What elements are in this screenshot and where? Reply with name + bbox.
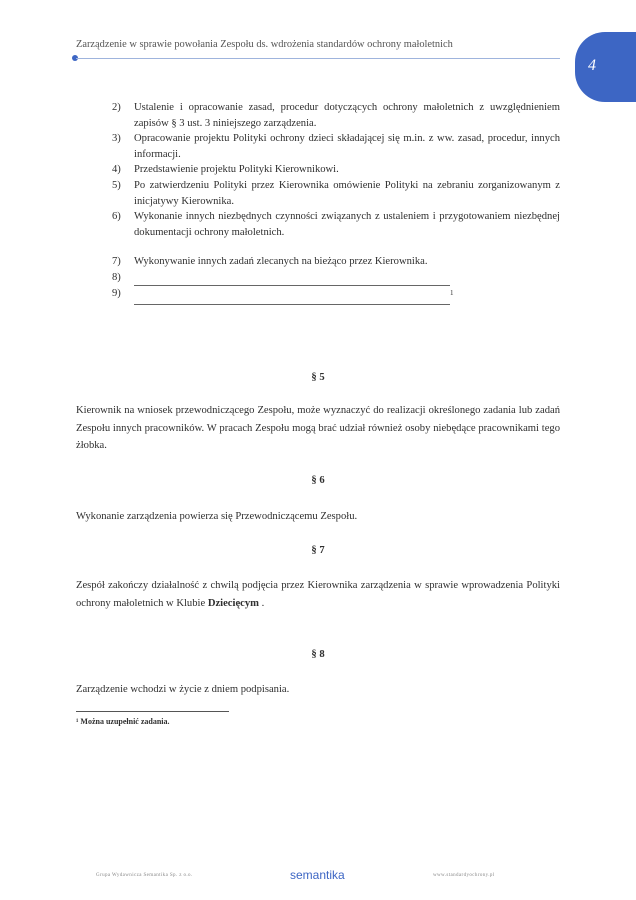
list-item-number: 6) [112, 211, 121, 223]
section-text [76, 577, 560, 612]
list-item-number: 3) [112, 133, 121, 145]
task-list [112, 100, 560, 305]
list-item [112, 100, 560, 131]
list-item-text: Ustalenie i opracowanie zasad, procedur dotyczących ochrony małoletnich z uwzględnieniem zapisów § 3 ust. 3 niniejszego zarządzenia. [134, 102, 560, 129]
list-item [112, 131, 560, 162]
footnote-divider [76, 711, 229, 712]
list-item-text: Przedstawienie projektu Polityki Kierownikowi. [134, 164, 339, 176]
section-text-end: . [258, 597, 265, 609]
footnote-ref: 1 [450, 288, 454, 297]
section-text: Kierownik na wniosek przewodniczącego Zespołu, może wyznaczyć do realizacji określonego zadania lub zadań Zespołu innych pracowników. W pracach Zespołu mogą brać udział również osoby niebędące pracownikami tego żłobka. [76, 405, 560, 451]
list-item [112, 286, 560, 305]
list-item-text: Wykonanie innych niezbędnych czynności związanych z ustaleniem i przygotowaniem niezbędnej dokumentacji ochrony małoletnich. [134, 211, 560, 238]
header-title: Zarządzenie w sprawie powołania Zespołu ds. wdrożenia standardów ochrony małoletnich [76, 39, 453, 50]
footer-logo: semantika [290, 868, 345, 882]
section-heading: § 8 [311, 649, 325, 660]
footer-publisher: Grupa Wydawnicza Semantika Sp. z o.o. [96, 873, 193, 878]
page-tab [575, 32, 636, 102]
list-item [112, 270, 560, 286]
blank-line [134, 294, 450, 305]
section-heading: § 7 [311, 545, 325, 556]
blank-line [134, 275, 450, 286]
list-item [112, 178, 560, 209]
list-item [112, 162, 560, 178]
list-item-number: 2) [112, 102, 121, 113]
list-item-number: 9) [112, 287, 121, 299]
list-item-number: 7) [112, 256, 121, 268]
section-text: Wykonanie zarządzenia powierza się Przewodniczącemu Zespołu. [76, 511, 358, 522]
list-item [112, 209, 560, 240]
header-divider [76, 58, 560, 59]
list-item-number: 8) [112, 271, 121, 283]
list-item [112, 254, 560, 270]
list-item-text: Opracowanie projektu Polityki ochrony dzieci składającej się m.in. z ww. zasad, procedur, innych informacji. [134, 133, 560, 160]
list-item-number: 4) [112, 164, 121, 176]
list-item-text: Po zatwierdzeniu Polityki przez Kierownika omówienie Polityki na zebraniu zorganizowanym z inicjatywy Kierownika. [134, 179, 560, 207]
footnote: ¹ Można uzupełnić zadania. [76, 717, 170, 726]
section-text: Zarządzenie wchodzi w życie z dniem podpisania. [76, 684, 290, 695]
section-text-bold: Dziecięcym [207, 597, 259, 609]
list-item-text: Wykonywanie innych zadań zlecanych na bieżąco przez Kierownika. [134, 256, 428, 268]
section-heading: § 5 [311, 372, 325, 383]
list-item-number: 5) [112, 179, 121, 191]
section-text-main: Zespół zakończy działalność z chwilą podjęcia przez Kierownika zarządzenia w sprawie wprowadzenia Polityki ochrony małoletnich w Klubie [76, 580, 560, 609]
page-number: 4 [588, 57, 596, 74]
section-heading: § 6 [311, 475, 325, 486]
footer-website: www.standardyochrony.pl [433, 873, 495, 878]
